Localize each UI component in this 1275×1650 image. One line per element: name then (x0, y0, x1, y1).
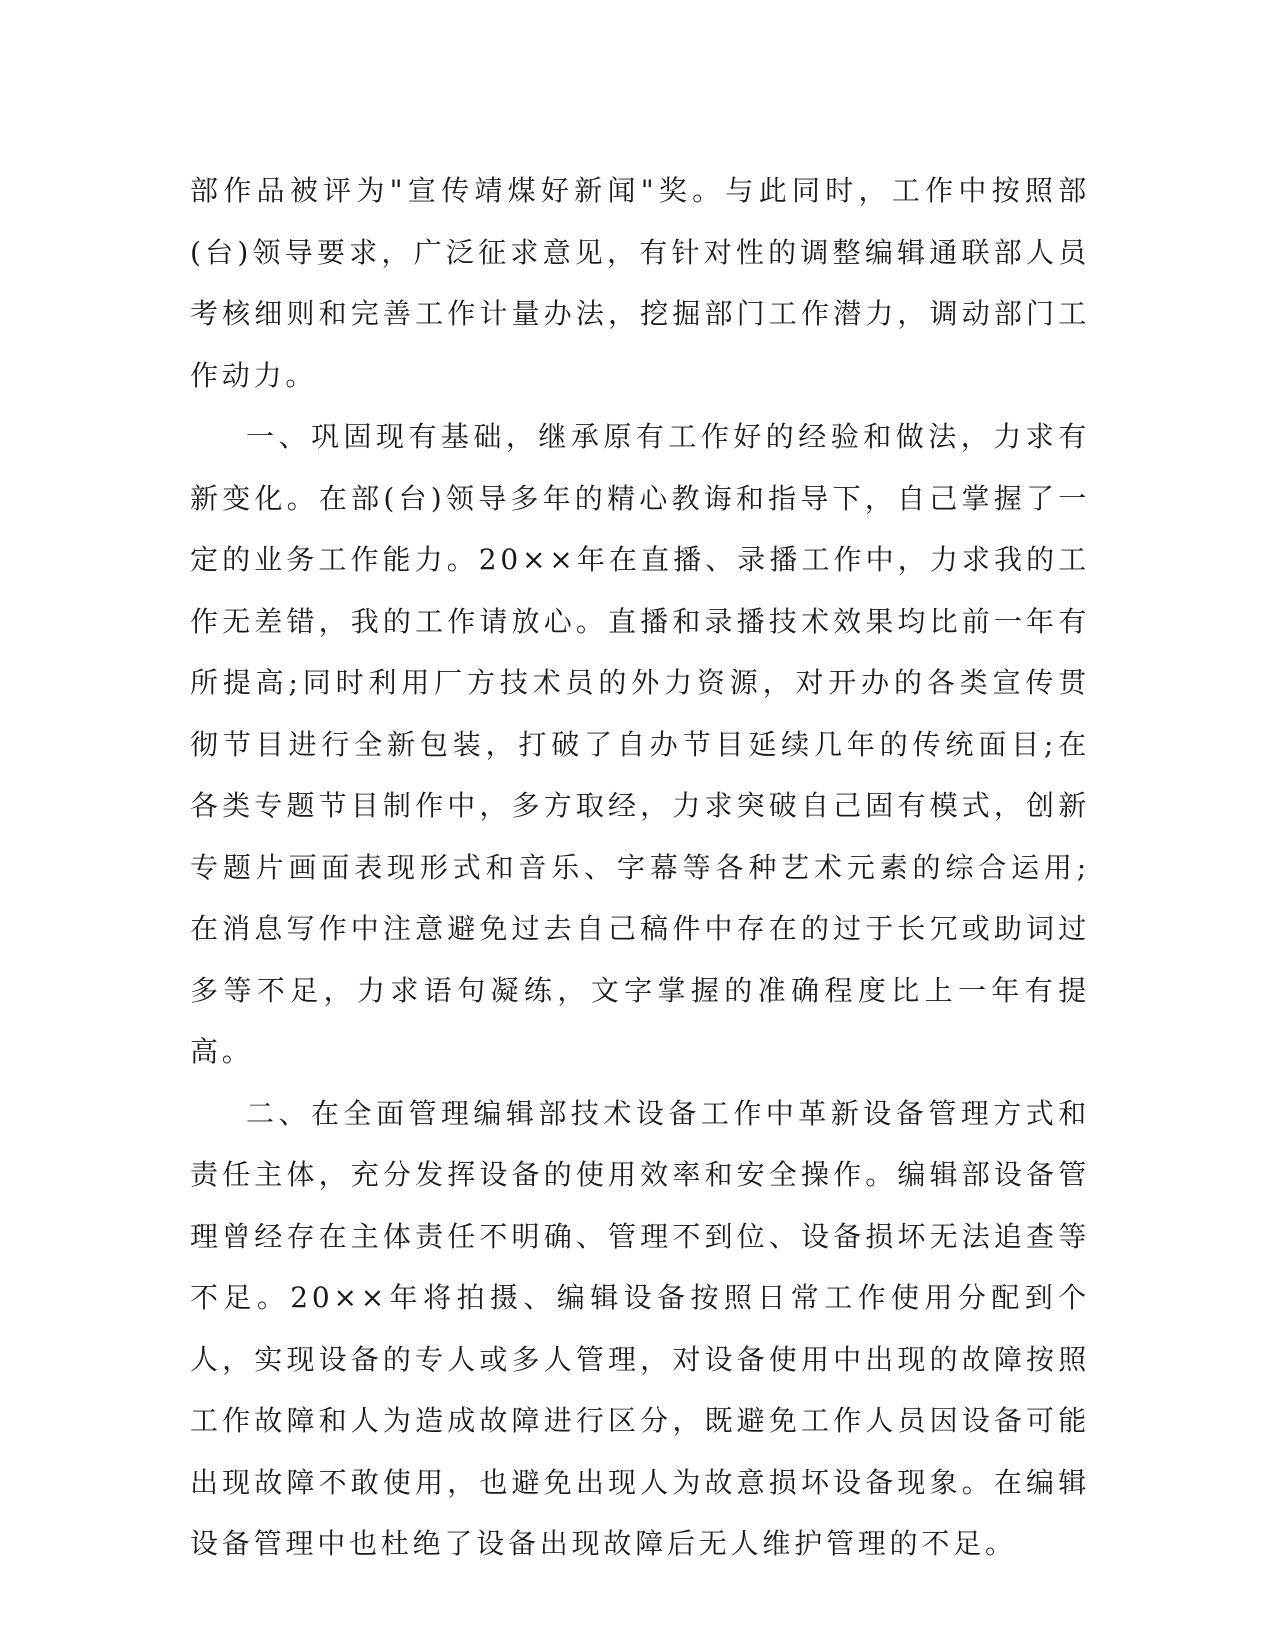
paragraph-section-one: 一、巩固现有基础，继承原有工作好的经验和做法，力求有新变化。在部(台)领导多年的精心教诲和指导下，自己掌握了一定的业务工作能力。20××年在直播、录播工作中，力求我的工作无差错，我的工作请放心。直播和录播技术效果均比前一年有所提高;同时利用厂方技术员的外力资源，对开办的各类宣传贯彻节目进行全新包装，打破了自办节目延续几年的传统面目;在各类专题节目制作中，多方取经，力求突破自己固有模式，创新专题片画面表现形式和音乐、字幕等各种艺术元素的综合运用;在消息写作中注意避免过去自己稿件中存在的过于长冗或助词过多等不足，力求语句凝练，文字掌握的准确程度比上一年有提高。 (190, 420, 1090, 1068)
document-body (190, 160, 1090, 1575)
paragraph-continuation: 部作品被评为"宣传靖煤好新闻"奖。与此同时，工作中按照部(台)领导要求，广泛征求意见，有针对性的调整编辑通联部人员考核细则和完善工作计量办法，挖掘部门工作潜力，调动部门工作动力。 (190, 174, 1090, 392)
paragraph-section-two: 二、在全面管理编辑部技术设备工作中革新设备管理方式和责任主体，充分发挥设备的使用效率和安全操作。编辑部设备管理曾经存在主体责任不明确、管理不到位、设备损坏无法追查等不足。20××年将拍摄、编辑设备按照日常工作使用分配到个人，实现设备的专人或多人管理，对设备使用中出现的故障按照工作故障和人为造成故障进行区分，既避免工作人员因设备可能出现故障不敢使用，也避免出现人为故意损坏设备现象。在编辑设备管理中也杜绝了设备出现故障后无人维护管理的不足。 (190, 1096, 1090, 1560)
